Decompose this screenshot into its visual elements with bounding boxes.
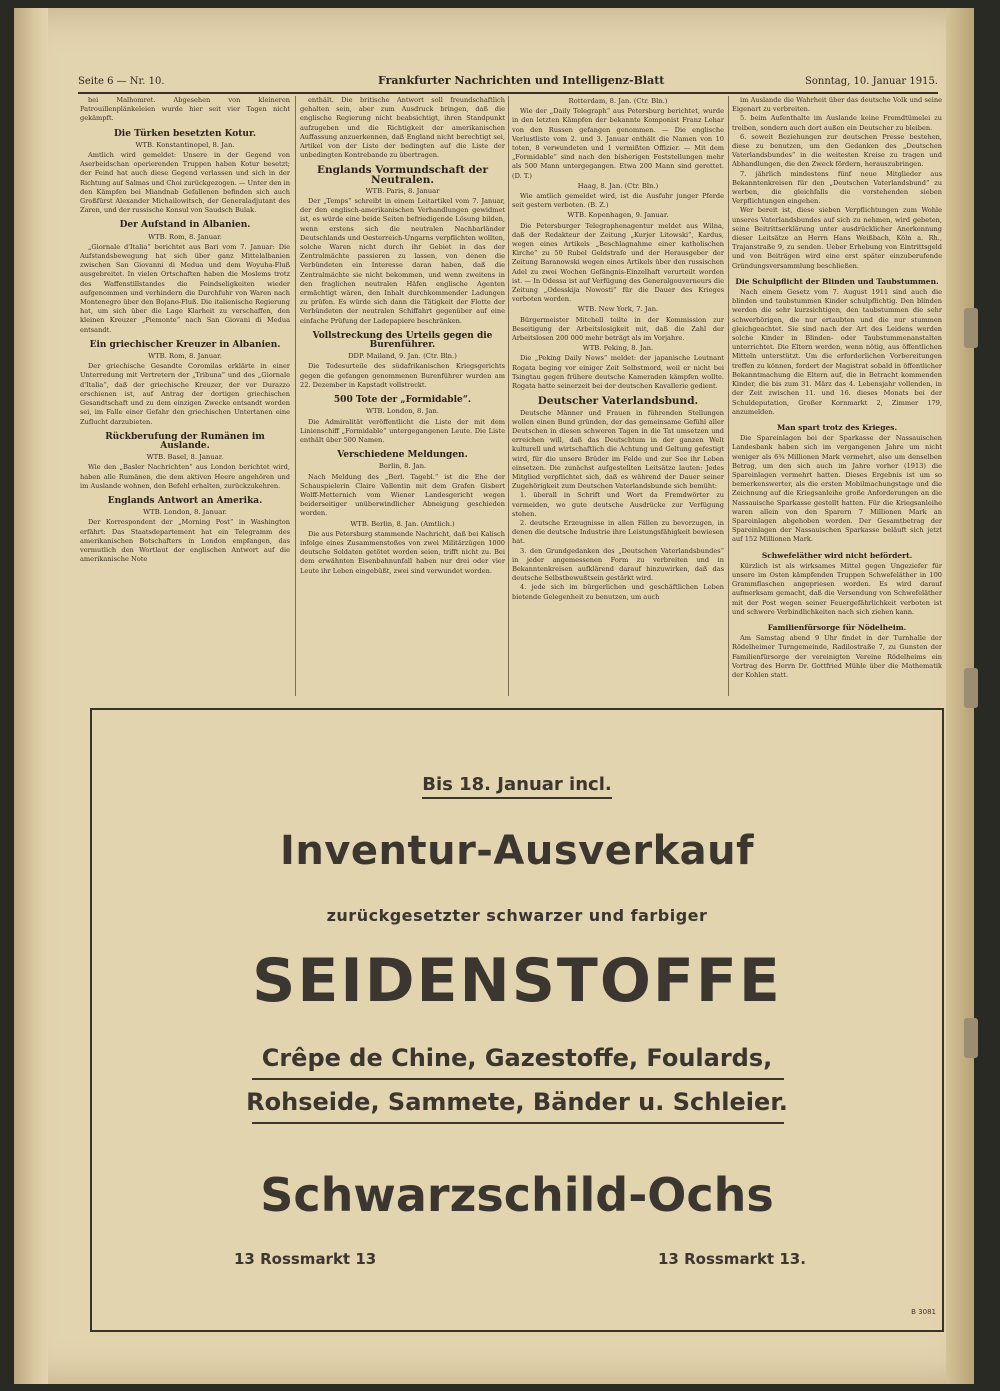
article-text: Nach einem Gesetz vom 7. August 1911 sind auch die blinden und taubstummen Kinder schulpflichtig. Den blinden werden die sehr kurzsichtigen, den taubstummen die sehr schwerhörigen, die nur ertaubten und die nur stummen gleichgeachtet. Sie sind nach der Art des Leidens werden solche Kinder in Blinden- oder Taubstummenanstalten unterrichtet. Die Eltern werden, wenn nötig, aus öffentlichen Mitteln unterstützt. Um die erforderlichen Vorbereitungen treffen zu können, fordert der Magistrat sobald in öffentlicher Bekanntmachung die Eltern auf, die in Betracht kommenden Kinder, die bis zum 31. März das 4. Lebensjahr vollenden, in der Zeit zwischen 11. und 16. dieses Monats bei der Schuldeputation, Großer Kornmarkt 2, Zimmer 179, anzumelden. (732, 288, 942, 416)
ad-product-list-2: Rohseide, Sammete, Bänder u. Schleier. (246, 1088, 788, 1116)
article-text: Der griechische Gesandte Coromilas erklärte in einer Unterredung mit Vertretern der „Tribuna“ und des „Giornale d'Italia“, daß der griechische Kreuzer, der vor Durazzo erschienen ist, auf Antrag der dortigen griechischen Gesandtschaft und zu dem einzigen Zwecke entsandt worden sei, im Falle einer Gefahr den griechischen Untertanen eine Zuflucht darzubieten. (80, 362, 290, 426)
dateline: WTB. Peking, 8. Jan. (582, 344, 654, 353)
page-gutter (14, 8, 48, 1384)
ad-date-text: Bis 18. Januar incl. (422, 774, 611, 799)
article-heading: Ein griechischer Kreuzer in Albanien. (89, 339, 281, 350)
article-text: im Auslande die Wahrheit über das deutsche Volk und seine Eigenart zu verbreiten. (732, 96, 942, 114)
dateline: WTB. Paris, 8. Januar (365, 186, 440, 195)
article-text: 1. überall in Schrift und Wort da Fremdwörter zu vermeiden, wo gute deutsche Ausdrücke zur Verfügung stehen. (512, 491, 724, 518)
article-text: Wie amtlich gemeldet wird, ist die Ausfuhr junger Pferde seit gestern verboten. (B. Z.) (512, 192, 724, 210)
article-text: 3. den Grundgedanken des „Deutschen Vaterlandsbundes“ in jeder angemessenen Form zu verbreiten und in Bekanntenkreisen aufklärend darauf hinzuwirken, daß das deutsche Selbstbewußtsein gestärkt wird. (512, 546, 724, 583)
article-heading: Deutscher Vaterlandsbund. (537, 395, 699, 408)
article-text: Am Samstag abend 9 Uhr findet in der Turnhalle der Rödelheimer Turngemeinde, Radilostraße 7, zu Gunsten der Familienfürsorge der vereinigten Vereine Rödelheims ein Vortrag des Herrn Dr. Gottfried Mühle über die Mathematik der Kohlen statt. (732, 634, 942, 679)
article-text: 2. deutsche Erzeugnisse in allen Fällen zu bevorzugen, in denen die deutsche Industrie ihre Leistungsfähigkeit bewiesen hat. (512, 518, 724, 546)
article-text: „Giornale d'Italia“ berichtet aus Bari vom 7. Januar: Die Aufstandsbewegung hat sich über ganz Mittelalbanien zwischen San Giovanni di Medua und dem Woyuha-Fluß ausgebreitet. In vielen Ortschaften haben die Moslems trotz des Waffenstillstandes die Feindseligkeiten wieder aufgenommen und verhindern die Durchfuhr von Waren nach Montenegro über den Bojano-Fluß. Die italienische Regierung hat, um sich über die Lage Klarheit zu verschaffen, den kleinen Kreuzer „Piemonte“ nach San Giovani di Medua entsandt. (80, 242, 290, 334)
article-heading: Die Türken besetzten Kotur. (113, 128, 257, 139)
article-text: Wie den „Basler Nachrichten“ aus London berichtet wird, haben alle Rumänen, die dem aktiven Heere angehören und im Auslande wohnen, den Befehl erhalten, zurückzukehren. (80, 463, 290, 490)
dateline: Berlin, 8. Jan. (378, 462, 427, 471)
column-1 (80, 96, 290, 696)
advertisement (90, 708, 944, 1332)
binding-clip (964, 668, 978, 708)
header-rule (78, 92, 938, 94)
dateline: WTB. Kopenhagen, 9. Januar. (567, 211, 669, 220)
dateline: WTB. New York, 7. Jan. (577, 305, 659, 314)
article-text: Wer bereit ist, diese sieben Verpflichtungen zum Wohle unseres Vaterlandsbundes auf sich zu nehmen, wird gebeten, seine Beitrittserklärung unter ausdrücklicher Anerkennung dieser Leitsätze an Herrn Hans Weißbach, Köln a. Rh., Trajanstraße 9, zu senden. Ueber Erhebung von Eintrittsgeld und von Beiträgen wird eine erst später einzuberufende Gründungsversammlung beschließen. (732, 206, 942, 270)
article-text: Die „Peking Daily News“ meldet: der japanische Leutnant Rogata beging vor einiger Zeit Selbstmord, weil er nicht bei Tsingtau gegen frühere deutsche Kameraden kämpfen wollte. Rogata hatte seinerzeit bei der deutschen Kavallerie gedient. (512, 354, 724, 391)
dateline: Rotterdam, 8. Jan. (Ctr. Bln.) (568, 97, 668, 105)
article-text: bei Malhomret. Abgesehen von kleineren Patrouillenplänkeleien wurde hier seit vier Tagen nicht gekämpft. (80, 96, 290, 123)
ad-underline (252, 1078, 784, 1080)
article-text: Die Todesurteile des südafrikanischen Kriegsgerichts gegen die gefangen genommenen Burenführer wurden am 22. Dezember in Kapstadt vollstreckt. (300, 362, 505, 389)
article-text: Der „Temps“ schreibt in einem Leitartikel vom 7. Januar, der den englisch-amerikanischen Verhandlungen gewidmet ist, es würde eine beide Seiten befriedigende Lösung bilden, wenn erstens sich die neutralen Nachbarländer Deutschlands und Oesterreich-Ungarns verpflichten wollten, solche Waren nicht durch ihr Gebiet in das der Zentralmächte passieren zu lassen, von denen die Verbündeten ein Interesse daran haben, daß die Zentralmächte sie nicht bekommen, und wenn zweitens in den fraglichen neutralen Häfen englische Agenten ermächtigt wären, den Inhalt durchkommender Ladungen zu prüfen. Es würde sich dann die Tätigkeit der Flotte der Verbündeten der neutralen Schiffahrt gegenüber auf eine einfache Prüfung der Ladepapiere beschränken. (300, 197, 505, 325)
article-text: 6. soweit Beziehungen zur deutschen Presse bestehen, diese zu benutzen, um den Gedanken des „Deutschen Vaterlandsbundes“ in die weitesten Kreise zu tragen und Abhandlungen, die den Zweck fördern, herauszubringen. (732, 132, 942, 169)
dateline: WTB. London, 8. Jan. (366, 407, 439, 416)
column-2 (300, 96, 505, 696)
article-heading: Schwefeläther wird nicht befördert. (761, 550, 913, 560)
ad-company-name: Schwarzschild-Ochs (260, 1168, 774, 1222)
article-text: Die Admiralität veröffentlicht die Liste der mit dem Linienschiff „Formidable“ untergegangenen Leute. Die Liste enthält über 500 Namen. (300, 417, 505, 444)
ad-code: B 3081 (911, 1308, 936, 1316)
column-4 (732, 96, 942, 696)
article-text: Wie der „Daily Telegraph“ aus Petersburg berichtet, wurde in den letzten Kämpfen der bekannte Komponist Franz Lehar von den Russen gefangen genommen. — Die englische Verlustliste vom 2. und 3. Januar enthält die Namen von 10 toten, 8 verwundeten und 1 vermißten Offizier. — Mit dem „Formidable“ sind nach den bisherigen Feststellungen mehr als 500 Mann untergegangen. Etwa 200 Mann sind gerettet. (D. T.) (512, 107, 724, 180)
column-3 (512, 96, 724, 696)
page-header (78, 74, 938, 92)
column-separator (508, 96, 509, 696)
dateline: WTB. Basel, 8. Januar. (146, 453, 224, 462)
article-text: Der Korrespondent der „Morning Post“ in Washington erfährt: Das Staatsdepartement hat ein Telegramm des amerikanischen Botschafters in London empfangen, das vermutlich den Wortlaut der englischen Antwort auf die amerikanische Note (80, 518, 290, 564)
ad-underline (252, 1122, 784, 1124)
article-heading: Verschiedene Meldungen. (337, 450, 468, 461)
dateline: WTB. London, 8. Januar. (143, 508, 227, 517)
article-text: 5. beim Aufenthalte im Auslande keine Fremdtümelei zu treiben, sondern auch dort außen ein Deutscher zu bleiben. (732, 114, 942, 132)
article-text: Deutsche Männer und Frauen in führenden Stellungen wollen einen Bund gründen, der das gemeinsame Gefühl aller Deutschen in diesen schweren Tagen in die Tat umsetzen und erreichen will, daß das Deutschtum in der ganzen Welt kulturell und wirtschaftlich die Achtung und Geltung gefestigt wird, für die unsere Brüder im Felde und zur See ihr Leben einsetzen. Die zunächst aufgestellten Leitsätze lauten: Jedes Mitglied verpflichtet sich, daß es während der Dauer seiner Zugehörigkeit zum Deutschen Vaterlandsbunde sich bemüht: (512, 408, 724, 491)
article-heading: Englands Antwort an Amerika. (107, 495, 263, 506)
page-number: Seite 6 — Nr. 10. (78, 76, 165, 87)
article-text: Die Petersburger Telegraphenagentur meldet aus Wilna, daß der Redakteur der Zeitung „Kurjer Litowski“, Kardus, wegen eines Artikels „Beschlagnahme einer katholischen Kirche“ zu 50 Rubel Geldstrafe und der Herausgeber der Zeitung Baranowski wegen eines Artikels über den russischen Adel zu zwei Wochen Gefängnis-Einzelhaft verurteilt worden ist. — In Odessa ist auf Verfügung des Generalgouverneurs die Zeitung „Odesskija Nowosti“ für die Dauer des Krieges verboten worden. (512, 221, 724, 304)
article-text: 7. jährlich mindestens fünf neue Mitglieder aus Bekanntenkreisen für den „Deutschen Vaterlandsbund“ zu werben, die gleichfalls die vorstehenden sieben Verpflichtungen eingehen. (732, 169, 942, 206)
article-text: Die Spareinlagen bei der Sparkasse der Nassauischen Landesbank haben sich im vergangenen Jahre um nicht weniger als 6¾ Millionen Mark vermehrt, also um denselben Betrag, um den sich auch im Jahre vorher (1913) die Spareinlagen vermehrt hatten. Dieses Ergebnis ist um so bemerkenswerter, als die ersten Mobilmachungstage und die Zeichnung auf die Kriegsanleihe große Anforderungen an die Nassauische Sparkasse gestellt hatten. Für die Kriegsanleihe waren allein von den Sparern 7 Millionen Mark an Spareinlagen abgehoben worden. Der Gesamtbetrag der Spareinlagen der Nassauischen Sparkasse beläuft sich jetzt auf 152 Millionen Mark. (732, 434, 942, 544)
article-text: 4. jede sich im bürgerlichen und geschäftlichen Leben bietende Gelegenheit zu benutzen, um auch (512, 583, 724, 601)
ad-date-line (92, 774, 942, 795)
dateline: WTB. Rom, 8. Januar. (148, 352, 222, 361)
dateline: Haag, 8. Jan. (Ctr. Bln.) (577, 181, 659, 190)
dateline: WTB. Berlin, 8. Jan. (Amtlich.) (350, 519, 455, 528)
masthead-title: Frankfurter Nachrichten und Intelligenz-Blatt (378, 74, 665, 87)
dateline: WTB. Rom, 8. Januar. (148, 232, 222, 241)
dateline: WTB. Konstantinopel, 8. Jan. (135, 140, 235, 149)
issue-date: Sonntag, 10. Januar 1915. (805, 76, 938, 87)
article-heading: 500 Tote der „Formidable“. (333, 395, 472, 406)
article-text: Die aus Petersburg stammende Nachricht, daß bei Kalisch infolge eines Zusammenstoßes von zwei Militärzügen 1000 deutsche Soldaten getötet worden seien, trifft nicht zu. Bei dem erwähnten Eisenbahnunfall haben nur drei oder vier Leute ihr Leben eingebüßt, zwei sind verwundet worden. (300, 529, 505, 575)
article-heading: Familienfürsorge für Nödelheim. (767, 622, 907, 632)
ad-product-list-1: Crêpe de Chine, Gazestoffe, Foulards, (261, 1044, 773, 1072)
article-heading: Die Schulpflicht der Blinden und Taubstummen. (735, 276, 939, 286)
article-text: Kürzlich ist als wirksames Mittel gegen Ungeziefer für unsere im Osten kämpfenden Truppen Schwefeläther in 100 Grammflaschen angepriesen worden. Es wird darauf aufmerksam gemacht, daß die Versendung von Schwefeläther mit der Post wegen seiner Feuergefährlichkeit verboten ist und schwere Verbindlichkeiten nach sich ziehen kann. (732, 561, 942, 616)
binding-clip (964, 1018, 978, 1058)
article-heading: Der Aufstand in Albanien. (119, 220, 251, 231)
article-heading: Englands Vormundschaft der Neutralen. (316, 164, 489, 186)
article-text: enthält. Die britische Antwort soll freundschaftlich gehalten sein, aber zum Ausdruck bringen, daß die englische Regierung nicht beabsichtigt, ihren Standpunkt aufzugeben und die Richtigkeit der amerikanischen Auffassung anzuerkennen, daß England nicht berechtigt sei, Artikel von der Liste der bedingten auf die Liste der unbedingten Kontrebande zu übertragen. (300, 96, 505, 160)
column-separator (295, 96, 296, 696)
ad-address-right: 13 Rossmarkt 13. (658, 1250, 806, 1268)
ad-address-left: 13 Rossmarkt 13 (234, 1250, 377, 1268)
ad-headline: Inventur-Ausverkauf (279, 828, 755, 874)
article-text: Amtlich wird gemeldet: Unsere in der Gegend von Aserbeidschan operierenden Truppen haben Kotur besetzt; der Feind hat auch diese Gegend verlassen und sich in der Richtung auf Salmas und Choi zurückgezogen. — Unter den in den Kämpfen bei Miandnab Gefallenen befinden sich auch Großfürst Alexander Michailowitsch, der Generaladjutant des Zaren, und der russische Konsul von Saudsch Bulak. (80, 151, 290, 215)
dateline: DDP. Mailand, 9. Jan. (Ctr. Bln.) (348, 352, 457, 361)
article-heading: Man spart trotz des Krieges. (776, 422, 898, 432)
article-text: Nach Meldung des „Berl. Tagebl.“ ist die Ehe der Schauspielerin Claire Vallentin mit dem Grafen Gisbert Wolff-Metternich vom Wiener Landesgericht wegen beiderseitiger unüberwindlicher Abneigung geschieden worden. (300, 472, 505, 518)
binding-clip (964, 308, 978, 348)
ad-product: SEIDENSTOFFE (252, 946, 782, 1016)
article-heading: Vollstreckung des Urteils gegen die Burenführer. (312, 330, 493, 351)
article-heading: Rückberufung der Rumänen im Auslande. (105, 431, 265, 451)
ad-subline: zurückgesetzter schwarzer und farbiger (326, 906, 708, 925)
column-separator (728, 96, 729, 696)
article-text: Bürgermeister Mitchell teilte in der Kommission zur Beseitigung der Arbeitslosigkeit mit, daß die Zahl der Arbeitslosen 200 000 mehr beträgt als im Vorjahre. (512, 315, 724, 343)
